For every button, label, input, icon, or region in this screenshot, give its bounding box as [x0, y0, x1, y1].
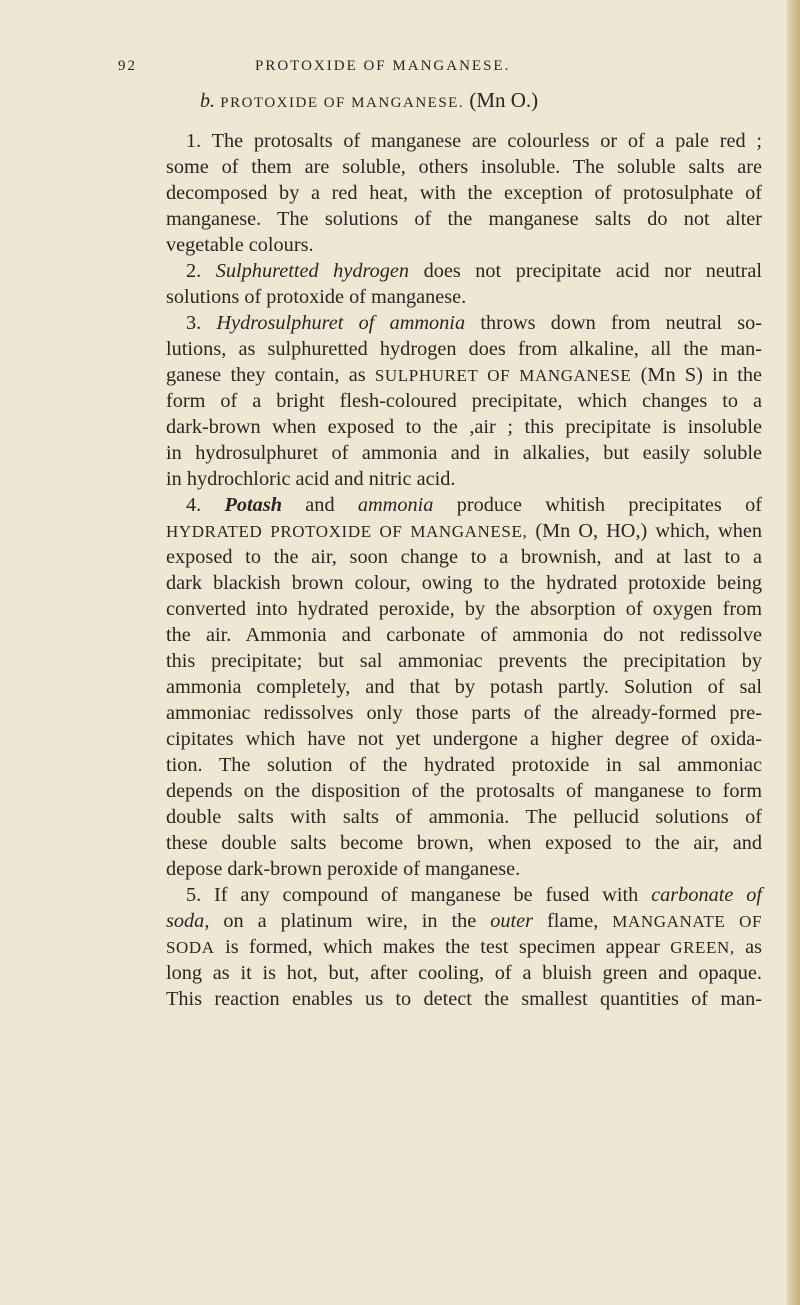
text-line: long as it is hot, but, after cooling, of a bluish green and opaque. — [166, 962, 762, 984]
text-line: the air. Ammonia and carbonate of ammonia do not redissolve — [166, 624, 762, 646]
text-line: dark-brown when exposed to the ,air ; this precipitate is insoluble — [166, 416, 762, 438]
text-line: in hydrosulphuret of ammonia and in alkalies, but easily soluble — [166, 442, 762, 464]
text-line: exposed to the air, soon change to a brownish, and at last to a — [166, 546, 762, 568]
body-text — [166, 128, 762, 1012]
text-line: 4. Potash and ammonia produce whitish precipitates of — [186, 494, 762, 516]
text-line: HYDRATED PROTOXIDE OF MANGANESE, (Mn O, HO,) which, when — [166, 520, 762, 542]
page-edge-shadow — [786, 0, 800, 1305]
text-line: This reaction enables us to detect the smallest quantities of man- — [166, 988, 762, 1010]
text-line: converted into hydrated peroxide, by the absorption of oxygen from — [166, 598, 762, 620]
text-line: 3. Hydrosulphuret of ammonia throws down from neutral so- — [186, 312, 763, 334]
section-formula: (Mn O.) — [469, 88, 539, 112]
text-line: lutions, as sulphuretted hydrogen does from alkaline, all the man- — [166, 338, 762, 360]
text-line: ammoniac redissolves only those parts of the already-formed pre- — [166, 702, 762, 724]
text-line: 2. Sulphuretted hydrogen does not precipitate acid nor neutral — [186, 260, 763, 282]
text-line: dark blackish brown colour, owing to the hydrated protoxide being — [166, 572, 762, 594]
text-line: some of them are soluble, others insoluble. The soluble salts are — [166, 156, 762, 178]
running-head: PROTOXIDE OF MANGANESE. — [255, 58, 511, 74]
text-line: 1. The protosalts of manganese are colourless or of a pale red ; — [186, 130, 762, 152]
text-line: solutions of protoxide of manganese. — [166, 286, 467, 308]
text-line: this precipitate; but sal ammoniac prevents the precipitation by — [166, 650, 762, 672]
section-letter: b. — [200, 90, 215, 112]
text-line: decomposed by a red heat, with the exception of protosulphate of — [166, 182, 762, 204]
text-line: ammonia completely, and that by potash partly. Solution of sal — [166, 676, 762, 698]
text-line: cipitates which have not yet undergone a higher degree of oxida- — [166, 728, 762, 750]
text-line: SODA is formed, which makes the test specimen appear GREEN, as — [166, 936, 762, 958]
text-line: 5. If any compound of manganese be fused with carbonate of — [186, 884, 762, 906]
text-line: manganese. The solutions of the manganese salts do not alter — [166, 208, 762, 230]
page-number: 92 — [118, 58, 137, 74]
text-line: tion. The solution of the hydrated protoxide in sal ammoniac — [166, 754, 762, 776]
section-title: PROTOXIDE OF MANGANESE. — [220, 95, 465, 111]
text-line: form of a bright flesh-coloured precipitate, which changes to a — [166, 390, 762, 412]
text-line: soda, on a platinum wire, in the outer flame, MANGANATE OF — [166, 910, 762, 932]
section-heading — [200, 88, 760, 113]
text-line: in hydrochloric acid and nitric acid. — [166, 468, 456, 490]
text-line: depose dark-brown peroxide of manganese. — [166, 858, 521, 880]
text-line: depends on the disposition of the protosalts of manganese to form — [166, 780, 762, 802]
text-line: vegetable colours. — [166, 234, 314, 256]
text-line: double salts with salts of ammonia. The pellucid solutions of — [166, 806, 762, 828]
text-line: ganese they contain, as SULPHURET OF MANGANESE (Mn S) in the — [166, 364, 762, 386]
text-line: these double salts become brown, when exposed to the air, and — [166, 832, 762, 854]
